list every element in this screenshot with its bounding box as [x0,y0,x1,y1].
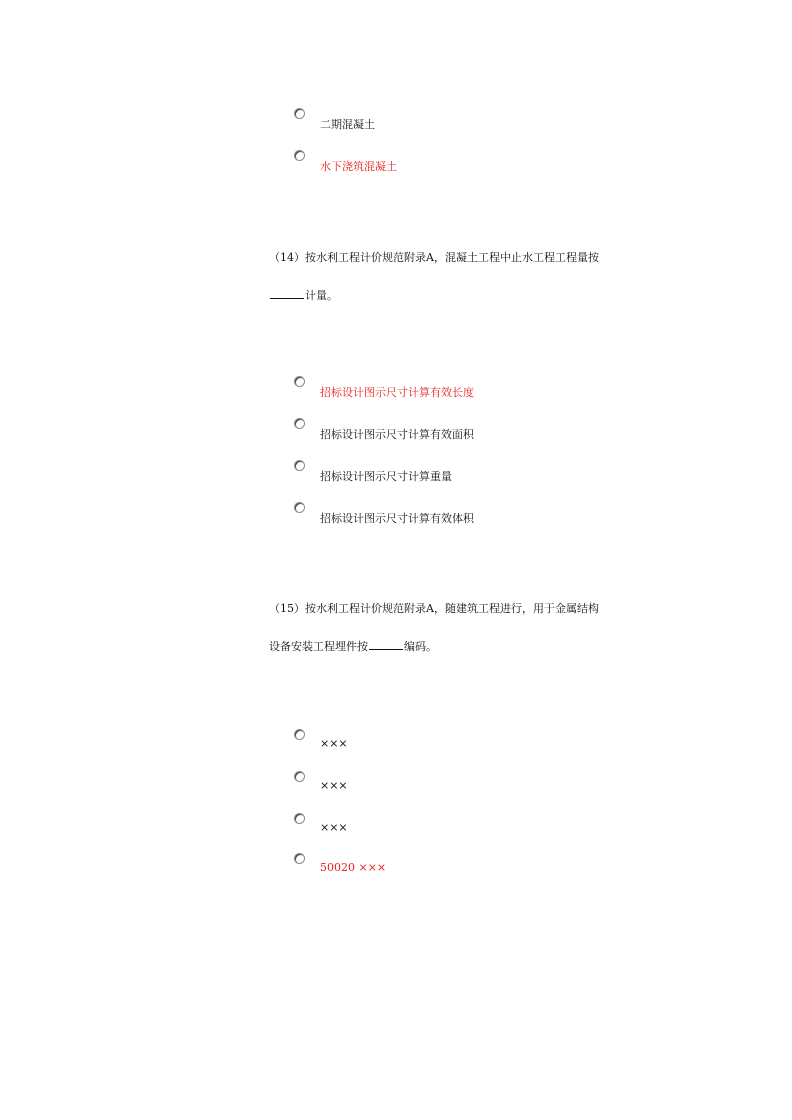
option-label: ××× [320,821,348,834]
option-label: 招标设计图示尺寸计算有效面积 [320,428,474,441]
option-label: 招标设计图示尺寸计算重量 [320,470,452,483]
radio-button[interactable] [294,729,305,740]
q15-text-line1: （15）按水利工程计价规范附录A，随建筑工程进行，用于金属结构 [269,602,599,615]
option-label: ××× [320,779,348,792]
fill-blank [369,639,403,650]
radio-button[interactable] [294,813,305,824]
radio-button[interactable] [294,502,305,513]
q14-text-line1: （14）按水利工程计价规范附录A，混凝土工程中止水工程工程量按 [269,251,599,264]
radio-button[interactable] [294,853,305,864]
radio-button[interactable] [294,150,305,161]
q15-suffix: 编码。 [404,640,437,653]
q14-text-line2 [269,287,338,303]
radio-button[interactable] [294,108,305,119]
q15-prefix: 设备安装工程埋件按 [269,640,368,653]
option-label: 50020 ××× [320,861,387,874]
q15-text-line2 [269,638,437,654]
radio-button[interactable] [294,771,305,782]
option-label: 招标设计图示尺寸计算有效体积 [320,512,474,525]
radio-button[interactable] [294,376,305,387]
option-label: ××× [320,737,348,750]
option-label: 水下浇筑混凝土 [320,160,397,173]
radio-button[interactable] [294,418,305,429]
option-label: 二期混凝土 [320,118,375,131]
q14-suffix: 计量。 [305,289,338,302]
option-label: 招标设计图示尺寸计算有效长度 [320,386,474,399]
fill-blank [270,288,304,299]
radio-button[interactable] [294,460,305,471]
